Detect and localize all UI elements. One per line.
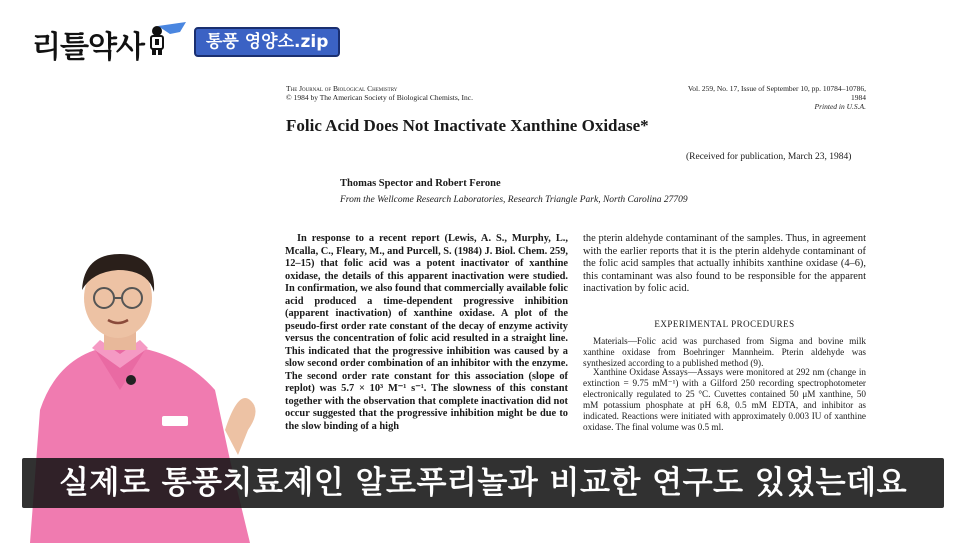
materials-paragraph: Materials—Folic acid was purchased from Sigma and bovine milk xanthine oxidase from Boehringer Mannheim. Pterin aldehyde was synthesized according to a published method (9). (583, 336, 866, 368)
body-paragraph: the pterin aldehyde contaminant of the samples. Thus, in agreement with the earlier reports that it is the pterin aldehyde contaminant of the folic acid samples that actually inhibits xanthine oxidase (4–6), this contaminant was also found to be responsible for the apparent inactivation by folic acid. (583, 233, 866, 294)
printed-in: Printed in U.S.A. (814, 102, 866, 111)
paper-authors: Thomas Spector and Robert Ferone (340, 178, 501, 189)
paper-abstract: In response to a recent report (Lewis, A. S., Murphy, L., Mcalla, C., Fleary, M., and Purcell, S. (1984) J. Biol. Chem. 259, 12–15) that folic acid was a potent inactivator of xanthine oxidase, the details of this apparent inactivation were studied. In confirmation, we also found that commercially available folic acid produced a time-dependent progressive inhibition (apparent inactivation) of xanthine oxidase. A plot of the pseudo-first order rate constant of the decay of enzyme activity versus the concentration of folic acid resulted in a straight line. This indicated that the progressive inhibition was caused by a slow second order combination of an inhibitor with the enzyme. The second order rate constant for this association (slope of replot) was 5.7 × 10³ M⁻¹ s⁻¹. The slowness of this constant together with the observation that complete inactivation did not occur suggested that the progressive inhibition might be due to the slow binding of a high (285, 233, 568, 432)
received-date: (Received for publication, March 23, 1984) (686, 152, 852, 162)
paper-title: Folic Acid Does Not Inactivate Xanthine Oxidase* (286, 116, 649, 135)
issue-line: Vol. 259, No. 17, Issue of September 10, pp. 10784–10786, 1984 (687, 84, 866, 102)
channel-logo: 리틀약사 (32, 30, 144, 65)
journal-issue-info (672, 84, 866, 111)
journal-copyright: © 1984 by The American Society of Biological Chemists, Inc. (286, 93, 473, 102)
assays-paragraph: Xanthine Oxidase Assays—Assays were monitored at 292 nm (change in extinction = 9.75 mM⁻¹) with a Gilford 250 recording spectrophotometer electronically regulated to 25 °C. Cuvettes contained 50 μM xanthine, 50 mM potassium phosphate at pH 6.8, 0.5 mM EDTA, and inhibitor as indicated. Reactions were initiated with approximately 0.003 IU of xanthine oxidase. The final volume was 0.5 ml. (583, 367, 866, 432)
paper-affiliation: From the Wellcome Research Laboratories, Research Triangle Park, North Carolina 27709 (340, 195, 688, 205)
topic-tag-badge: 통풍 영양소.zip (194, 27, 340, 57)
journal-masthead (286, 84, 473, 102)
journal-name: The Journal of Biological Chemistry (286, 84, 398, 93)
subtitle-caption: 실제로 통풍치료제인 알로푸리놀과 비교한 연구도 있었는데요 (58, 465, 908, 501)
section-heading: EXPERIMENTAL PROCEDURES (654, 319, 795, 329)
